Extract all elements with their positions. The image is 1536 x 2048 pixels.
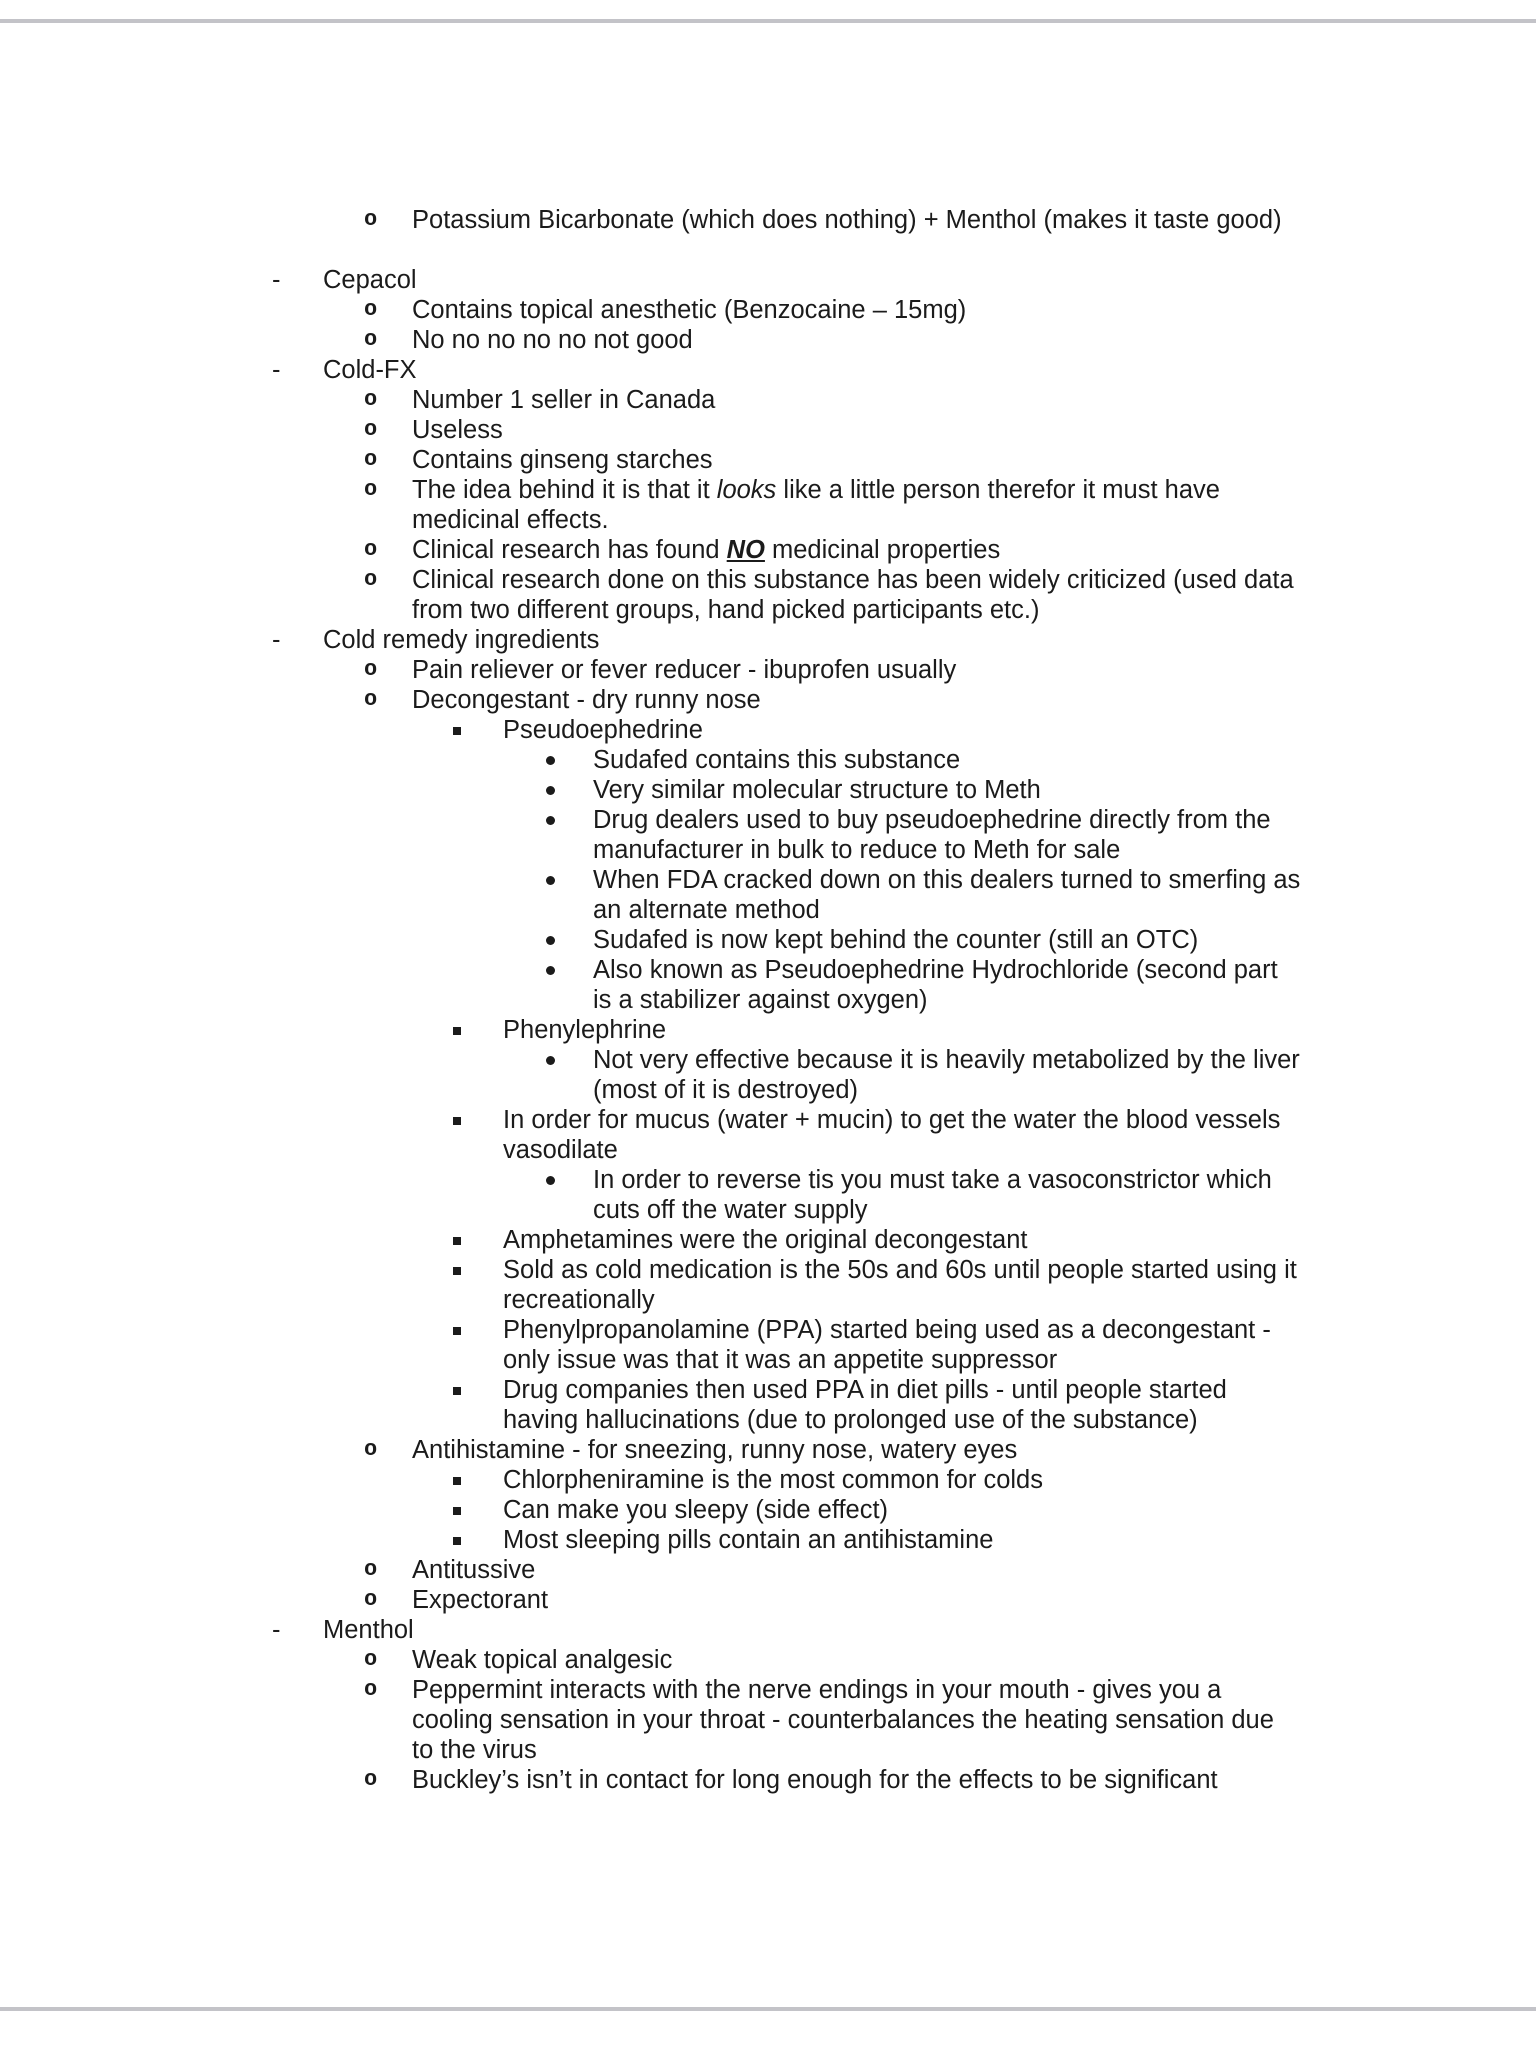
list-item-text: Phenylephrine [503, 1016, 667, 1044]
o-bullet-icon: o [364, 567, 378, 592]
list-item-text: Antitussive [412, 1556, 536, 1584]
list-item [0, 1495, 1302, 1525]
dot-bullet-icon [546, 966, 555, 975]
o-bullet-icon: o [364, 207, 378, 232]
square-bullet-icon [453, 1477, 461, 1485]
list-item-text: Pain reliever or fever reducer - ibuprofen usually [412, 656, 957, 684]
list-item [0, 565, 1302, 625]
list-item-text: Potassium Bicarbonate (which does nothing) + Menthol (makes it taste good) [412, 206, 1282, 234]
dot-bullet-icon [546, 816, 555, 825]
list-item [0, 1105, 1302, 1165]
list-item [0, 385, 1302, 415]
dot-bullet-icon [546, 756, 555, 765]
list-item-text: The idea behind it is that it looks like a little person therefor it must have medicinal effects. [412, 476, 1220, 534]
list-item [0, 1165, 1302, 1225]
list-item-text: Sold as cold medication is the 50s and 60s until people started using it recreationally [503, 1256, 1297, 1314]
list-item-text: Useless [412, 416, 503, 444]
list-item-text: Sudafed contains this substance [593, 746, 961, 774]
list-item [0, 1465, 1302, 1495]
list-item-text: Clinical research has found NO medicinal properties [412, 536, 1001, 564]
list-item-text: Very similar molecular structure to Meth [593, 776, 1041, 804]
list-item-text: In order to reverse tis you must take a vasoconstrictor which cuts off the water supply [593, 1166, 1272, 1224]
list-item [0, 925, 1302, 955]
square-bullet-icon [453, 1537, 461, 1545]
o-bullet-icon: o [364, 477, 378, 502]
list-item [0, 205, 1302, 235]
list-item [0, 1765, 1302, 1795]
list-item [0, 1645, 1302, 1675]
square-bullet-icon [453, 1267, 461, 1275]
square-bullet-icon [453, 1387, 461, 1395]
o-bullet-icon: o [364, 417, 378, 442]
list-item-text: Decongestant - dry runny nose [412, 686, 761, 714]
dot-bullet-icon [546, 1176, 555, 1185]
list-item [0, 265, 1302, 295]
list-item-text: Also known as Pseudoephedrine Hydrochloride (second part is a stabilizer against oxygen) [593, 956, 1278, 1014]
list-item [0, 1585, 1302, 1615]
o-bullet-icon: o [364, 1767, 378, 1792]
list-item [0, 655, 1302, 685]
list-item [0, 1555, 1302, 1585]
list-item [0, 1615, 1302, 1645]
list-item-text: Contains topical anesthetic (Benzocaine – 15mg) [412, 296, 967, 324]
o-bullet-icon: o [364, 1557, 378, 1582]
list-item [0, 1435, 1302, 1465]
list-item-text: Can make you sleepy (side effect) [503, 1496, 889, 1524]
list-item [0, 355, 1302, 385]
list-item [0, 805, 1302, 865]
square-bullet-icon [453, 1027, 461, 1035]
list-item-text: Chlorpheniramine is the most common for colds [503, 1466, 1043, 1494]
o-bullet-icon: o [364, 1437, 378, 1462]
list-item [0, 1045, 1302, 1105]
list-item-text: Weak topical analgesic [412, 1646, 673, 1674]
o-bullet-icon: o [364, 447, 378, 472]
square-bullet-icon [453, 1327, 461, 1335]
blank-line [0, 235, 1302, 265]
dash-bullet-icon: - [272, 626, 281, 654]
page-top-edge [0, 19, 1536, 23]
page-bottom-edge [0, 2007, 1536, 2011]
list-item [0, 1375, 1302, 1435]
list-item [0, 715, 1302, 745]
list-item-text: Expectorant [412, 1586, 549, 1614]
o-bullet-icon: o [364, 657, 378, 682]
o-bullet-icon: o [364, 1587, 378, 1612]
list-item-text: Clinical research done on this substance has been widely criticized (used data from two different groups, hand picked participants etc.) [412, 566, 1294, 624]
square-bullet-icon [453, 1117, 461, 1125]
notes-list [0, 205, 1302, 1795]
list-item-text: Antihistamine - for sneezing, runny nose, watery eyes [412, 1436, 1018, 1464]
list-item-text: Pseudoephedrine [503, 716, 703, 744]
list-item [0, 295, 1302, 325]
list-item [0, 1315, 1302, 1375]
list-item-text: Buckley’s isn’t in contact for long enough for the effects to be significant [412, 1766, 1218, 1794]
o-bullet-icon: o [364, 687, 378, 712]
list-item [0, 865, 1302, 925]
list-item-text: Not very effective because it is heavily metabolized by the liver (most of it is destroyed) [593, 1046, 1300, 1104]
list-item-text: Phenylpropanolamine (PPA) started being used as a decongestant - only issue was that it was an appetite suppressor [503, 1316, 1271, 1374]
dash-bullet-icon: - [272, 266, 281, 294]
square-bullet-icon [453, 727, 461, 735]
list-item [0, 415, 1302, 445]
list-item-text: Cold-FX [323, 356, 417, 384]
list-item [0, 1255, 1302, 1315]
dot-bullet-icon [546, 786, 555, 795]
list-item [0, 1525, 1302, 1555]
o-bullet-icon: o [364, 387, 378, 412]
list-item [0, 625, 1302, 655]
list-item-text: When FDA cracked down on this dealers turned to smerfing as an alternate method [593, 866, 1301, 924]
list-item-text: Cold remedy ingredients [323, 626, 600, 654]
o-bullet-icon: o [364, 537, 378, 562]
dot-bullet-icon [546, 936, 555, 945]
list-item [0, 955, 1302, 1015]
list-item-text: No no no no no not good [412, 326, 693, 354]
list-item-text: Menthol [323, 1616, 414, 1644]
list-item-text: Most sleeping pills contain an antihistamine [503, 1526, 994, 1554]
o-bullet-icon: o [364, 1677, 378, 1702]
o-bullet-icon: o [364, 1647, 378, 1672]
list-item-text: Amphetamines were the original decongestant [503, 1226, 1028, 1254]
list-item-text: In order for mucus (water + mucin) to get the water the blood vessels vasodilate [503, 1106, 1281, 1164]
square-bullet-icon [453, 1237, 461, 1245]
list-item-text: Contains ginseng starches [412, 446, 713, 474]
list-item [0, 1015, 1302, 1045]
list-item [0, 1675, 1302, 1765]
list-item-text: Sudafed is now kept behind the counter (still an OTC) [593, 926, 1199, 954]
o-bullet-icon: o [364, 327, 378, 352]
list-item [0, 535, 1302, 565]
dot-bullet-icon [546, 876, 555, 885]
list-item [0, 445, 1302, 475]
dash-bullet-icon: - [272, 356, 281, 384]
list-item [0, 685, 1302, 715]
list-item [0, 475, 1302, 535]
square-bullet-icon [453, 1507, 461, 1515]
list-item-text: Peppermint interacts with the nerve endings in your mouth - gives you a cooling sensation in your throat - counterbalances the heating sensation due to the virus [412, 1676, 1274, 1764]
list-item-text: Drug companies then used PPA in diet pills - until people started having hallucinations (due to prolonged use of the substance) [503, 1376, 1227, 1434]
list-item [0, 1225, 1302, 1255]
list-item-text: Drug dealers used to buy pseudoephedrine directly from the manufacturer in bulk to reduce to Meth for sale [593, 806, 1271, 864]
dot-bullet-icon [546, 1056, 555, 1065]
list-item [0, 775, 1302, 805]
list-item [0, 325, 1302, 355]
dash-bullet-icon: - [272, 1616, 281, 1644]
list-item-text: Cepacol [323, 266, 417, 294]
list-item-text: Number 1 seller in Canada [412, 386, 716, 414]
o-bullet-icon: o [364, 297, 378, 322]
list-item [0, 745, 1302, 775]
